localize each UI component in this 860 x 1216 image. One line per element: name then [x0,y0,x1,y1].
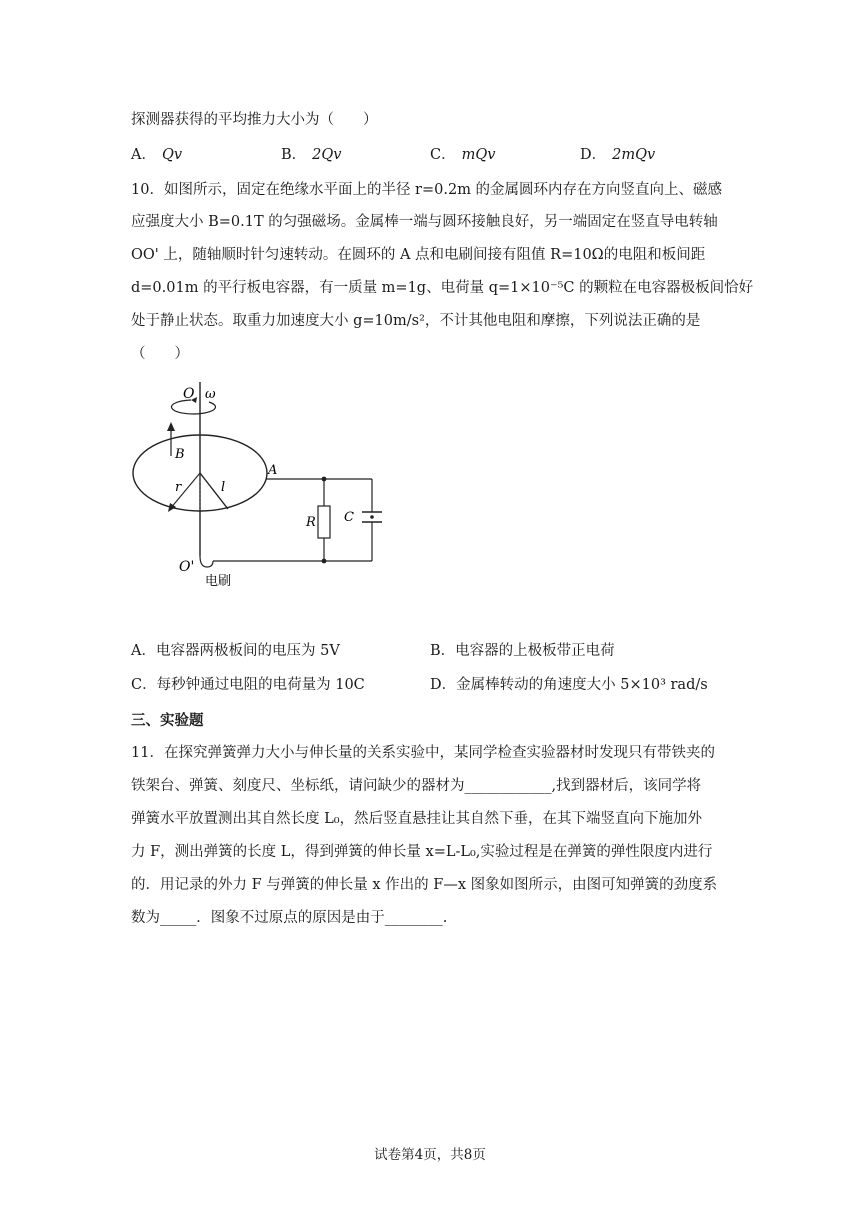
label-omega: ω [205,387,216,402]
rotation-arrow [171,400,215,414]
q11-stem-line-3: 弹簧水平放置测出其自然长度 L₀，然后竖直悬挂让其自然下垂，在其下端竖直向下施加外 [131,811,703,827]
q10-stem-line-3: OO' 上，随轴顺时针匀速转动。在圆环的 A 点和电刷间接有阻值 R=10Ω的电阻和板间距 [131,247,706,263]
radius-arrow-head [168,503,176,512]
q9-stem-tail: 探测器获得的平均推力大小为（ ） [131,112,378,128]
page-footer: 试卷第4页，共8页 [374,1147,486,1163]
junction-dot-top [322,477,327,482]
label-o: O [183,386,195,402]
q10-stem-line-2: 应强度大小 B=0.1T 的匀强磁场。金属棒一端与圆环接触良好，另一端固定在竖直导电转轴 [131,214,718,230]
charged-particle [370,515,374,519]
option-text: 2mQv [612,147,656,163]
q10-stem-line-5: 处于静止状态。取重力加速度大小 g=10m/s²，不计其他电阻和摩擦，下列说法正确的是 [131,313,701,329]
option-text: 金属棒转动的角速度大小 5×10³ rad/s [456,677,708,693]
label-r: r [175,480,182,495]
option-label: C． [430,147,456,163]
q10-option-c [131,675,365,695]
q10-option-d [430,675,708,695]
q11-stem-line-2: 铁架台、弹簧、刻度尺、坐标纸，请问缺少的器材为____________,找到器材后，该同学将 [131,778,702,794]
brush [200,556,213,567]
label-resistor: R [306,515,316,530]
q10-figure [125,378,395,593]
option-text: 电容器两极板间的电压为 5V [155,643,340,659]
option-text: 电容器的上极板带正电荷 [455,643,615,659]
option-text: 2Qv [312,147,342,163]
q11-stem-line-6: 数为_____．图象不过原点的原因是由于________. [131,910,448,926]
q11-stem-line-4: 力 F，测出弹簧的长度 L，得到弹簧的伸长量 x=L-L₀,实验过程是在弹簧的弹性限度内进行 [131,844,713,860]
q9-option-b [281,145,341,165]
label-a: A [268,463,278,478]
section-heading: 三、实验题 [131,712,204,729]
option-text: Qv [161,147,183,163]
option-text: 每秒钟通过电阻的电荷量为 10C [156,677,365,693]
option-label: A． [131,643,156,659]
option-label: A． [131,147,156,163]
label-b: B [175,447,185,462]
b-field-arrow-head [167,422,175,431]
option-text: mQv [461,147,496,163]
label-o-prime: O' [179,559,195,575]
option-label: B． [281,147,307,163]
q10-option-b [430,641,615,661]
option-label: C． [131,677,157,693]
q10-stem-line-1: 10．如图所示，固定在绝缘水平面上的半径 r=0.2m 的金属圆环内存在方向竖直向上、磁感 [131,182,723,198]
q11-stem-line-5: 的．用记录的外力 F 与弹簧的伸长量 x 作出的 F—x 图象如图所示，由图可知弹簧的劲度系 [131,877,718,893]
option-label: D． [580,147,607,163]
q9-option-c [430,145,495,165]
label-l: l [221,480,226,495]
q9-option-d [580,145,655,165]
label-capacitor: C [344,510,354,525]
junction-dot-bottom [322,559,327,564]
option-label: D． [430,677,457,693]
q10-stem-line-6: （ ） [131,346,189,362]
q11-stem-line-1: 11．在探究弹簧弹力大小与伸长量的关系实验中，某同学检查实验器材时发现只有带铁夹的 [131,745,715,761]
option-label: B． [430,643,456,659]
q10-option-a [131,641,340,661]
q10-stem-line-4: d=0.01m 的平行板电容器，有一质量 m=1g、电荷量 q=1×10⁻⁵C 的颗粒在电容器极板间恰好 [131,280,754,296]
label-brush: 电刷 [205,574,232,589]
q9-option-a [131,145,182,165]
resistor [318,506,330,538]
